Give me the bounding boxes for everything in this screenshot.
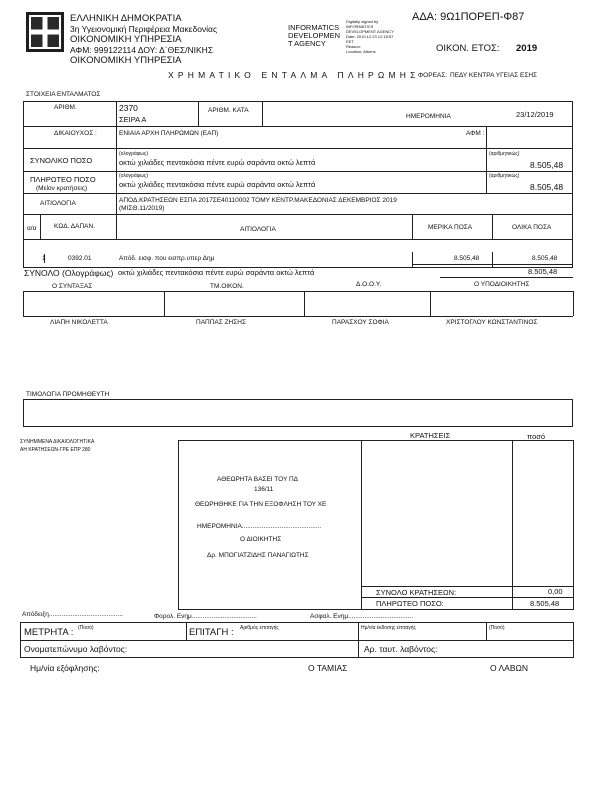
- greek-emblem-logo: [26, 12, 64, 52]
- hmnia-exoflhshs-label: Ημ/νία εξόφλησης:: [30, 663, 100, 673]
- synoliko-label: ΣΥΝΟΛΙΚΟ ΠΟΣΟ: [30, 156, 93, 165]
- org-line-1: ΕΛΛΗΝΙΚΗ ΔΗΜΟΚΡΑΤΙΑ: [70, 13, 182, 24]
- doc-title: ΧΡΗΜΑΤΙΚΟ ΕΝΤΑΛΜΑ ΠΛΗΡΩΜΗΣ: [168, 70, 420, 80]
- timologia-box: [23, 399, 573, 427]
- o-tamias-label: Ο ΤΑΜΙΑΣ: [308, 663, 348, 673]
- seira-value: ΣΕΙΡΑ Α: [119, 115, 147, 124]
- ar-taut-label: Αρ. ταυτ. λαβόντος:: [364, 644, 438, 654]
- arith-kata-label: ΑΡΙΘΜ. ΚΑΤΑ: [208, 107, 249, 114]
- sig-line-7: Location: Athens: [346, 49, 376, 54]
- ida-logo-line-1: INFORMATICS: [288, 23, 340, 32]
- foral-enhm-line: Φορολ. Ενημ....................................: [154, 613, 257, 620]
- synolo-krathsewn-label: ΣΥΝΟΛΟ ΚΡΑΤΗΣΕΩΝ:: [376, 588, 457, 597]
- krathseis-poso-label: ποσό: [527, 432, 546, 441]
- synolo-krathsewn-value: 0,00: [548, 587, 563, 596]
- arith-label: ΑΡΙΘΜ.: [54, 104, 77, 111]
- plhrwteo-arithmitika-label: (αριθμητικώς): [489, 173, 520, 179]
- plhrwteo-poso-value: 8.505,48: [530, 599, 560, 608]
- metrhta-poso-label: (Ποσό): [78, 625, 94, 631]
- stamp-line-3: ΘΕΩΡΗΘΗΚΕ ΓΙΑ ΤΗΝ ΕΞΟΦΛΗΣΗ ΤΟΥ ΧΕ: [195, 501, 327, 508]
- stamp-line-6: Δρ. ΜΠΟΓΙΑΤΖΙΔΗΣ ΠΑΝΑΓΙΩΤΗΣ: [207, 552, 309, 559]
- synhmmena-line-1: ΣΥΝΗΜΜΕΝΑ ΔΙΚΑΙΟΛΟΓΗΤΙΚΑ: [20, 439, 95, 445]
- org-line-2: 3η Υγειονομική Περιφέρεια Μακεδονίας: [70, 24, 218, 34]
- row-aitiologia: Απόδ. εισφ. που εισπρ.υπερ Δημ: [119, 255, 215, 262]
- stamp-line-4: ΗΜΕΡΟΜΗΝΙΑ............................................: [197, 523, 322, 530]
- stamp-line-2: 136/11: [254, 486, 274, 493]
- table-header-aitiologia: ΑΙΤΙΟΛΟΓΙΑ: [240, 226, 276, 233]
- dikaiouxos-value: ΕΝΙΑΙΑ ΑΡΧΗ ΠΛΗΡΩΜΩΝ (ΕΑΠ): [119, 130, 219, 137]
- cross-emblem-icon: [26, 12, 64, 52]
- name-syntaxas: ΛΙΑΠΗ ΝΙΚΟΛΕΤΤΑ: [50, 319, 108, 326]
- sig-line-4: Date: 2019.12.23 12:18:57: [346, 34, 394, 39]
- arith-epitaghs-label: Αριθμός επιταγής: [240, 625, 279, 631]
- row-aa: 1: [42, 255, 46, 262]
- role-ypodioikhths: Ο ΥΠΟΔΙΟΙΚΗΤΗΣ: [474, 281, 530, 288]
- synhmmena-line-2: ΑΗ ΚΡΑΤΗΣΕΩΝ-ΓΡΕ ΕΠΡ 280: [20, 447, 91, 453]
- sig-line-2: INFORMATICS: [346, 24, 374, 29]
- name-doou: ΠΑΡΑΣΧΟΥ ΣΟΦΙΑ: [332, 319, 389, 326]
- row-olika: 8.505,48: [532, 255, 558, 262]
- plhrwteo-words: οκτώ χιλιάδες πεντακόσια πέντε ευρώ σαράντα οκτώ λεπτά: [119, 180, 316, 189]
- foreas-label: ΦΟΡΕΑΣ:: [418, 72, 448, 79]
- hmeromhnia-value: 23/12/2019: [516, 110, 554, 119]
- org-line-4: ΑΦΜ: 999122114 ΔΟΥ: Δ΄ΘΕΣ/ΝΙΚΗΣ: [70, 45, 214, 55]
- aitiologia-line-2: (ΜΙΣΘ.11/2019): [119, 205, 165, 212]
- sig-line-1: Digitally signed by: [346, 19, 379, 24]
- role-tm-oikon: ΤΜ.ΟΙΚΟΝ.: [210, 283, 244, 290]
- row-kod: 0392.01: [68, 255, 92, 262]
- synolo-label: ΣΥΝΟΛΟ (Ολογράφως): [24, 268, 114, 278]
- afm-label: ΑΦΜ :: [466, 130, 485, 137]
- plhrwteo-sub-label: (Μείον κρατήσεις): [36, 185, 88, 192]
- name-ypodioikhths: ΧΡΙΣΤΟΓΛΟΥ ΚΩΝΣΤΑΝΤΙΝΟΣ: [446, 319, 538, 326]
- table-header-olika: ΟΛΙΚΑ ΠΟΣΑ: [512, 224, 552, 231]
- role-syntaxas: Ο ΣΥΝΤΑΞΑΣ: [52, 283, 93, 290]
- apodeixh-line: Απόδειξη.........................................: [22, 611, 123, 618]
- krathseis-label: ΚΡΑΤΗΣΕΙΣ: [410, 431, 451, 440]
- org-line-3: ΟΙΚΟΝΟΜΙΚΗ ΥΠΗΡΕΣΙΑ: [70, 34, 182, 45]
- o-labwn-label: Ο ΛΑΒΩΝ: [490, 663, 529, 673]
- section-title: ΣΤΟΙΧΕΙΑ ΕΝΤΑΛΜΑΤΟΣ: [26, 91, 101, 98]
- hmeromhnia-label: ΗΜΕΡΟΜΗΝΙΑ: [406, 113, 451, 120]
- plhrwteo-olografos-label: (ολογράφως): [119, 173, 149, 179]
- hmnia-ekdoshs-label: Ημ/νία έκδοσης επιταγής: [361, 625, 416, 631]
- table-header-merika: ΜΕΡΙΚΑ ΠΟΣΑ: [428, 224, 473, 231]
- metrhta-label: ΜΕΤΡΗΤΑ :: [24, 627, 74, 638]
- plhrwteo-label: ΠΛΗΡΩΤΕΟ ΠΟΣΟ: [30, 175, 96, 184]
- epitagh-poso-label: (Ποσό): [489, 625, 505, 631]
- sig-line-6: Reason:: [346, 44, 361, 49]
- ida-logo-line-3: T AGENCY: [288, 39, 326, 48]
- synolo-words: οκτώ χιλιάδες πεντακόσια πέντε ευρώ σαράντα οκτώ λεπτά: [118, 268, 315, 277]
- oikon-etos-value: 2019: [516, 43, 538, 54]
- plhrwteo-poso-label: ΠΛΗΡΩΤΕΟ ΠΟΣΟ:: [376, 599, 444, 608]
- plhrwteo-amount: 8.505,48: [530, 182, 564, 192]
- sig-line-3: DEVELOPMENT AGENCY: [346, 29, 394, 34]
- onomatep-label: Ονοματεπώνυμο λαβόντος:: [24, 644, 128, 654]
- synolo-amount: 8.505,48: [528, 267, 558, 276]
- synoliko-olografos-label: (ολογράφως): [119, 151, 149, 157]
- aitiologia-line-1: ΑΠΟΔ.ΚΡΑΤΗΣΕΩΝ ΕΣΠΑ 2017ΣΕ40110002 ΤΟΜΥ ΚΕΝΤΡ.ΜΑΚΕΔΟΝΙΑΣ ΔΕΚΕΜΒΡΙΟΣ 2019: [119, 197, 397, 204]
- ada-number: ΑΔΑ: 9Ω1ΠΟΡΕΠ-Φ87: [412, 11, 525, 23]
- synoliko-amount: 8.505,48: [530, 160, 564, 170]
- timologia-title: ΤΙΜΟΛΟΓΙΑ ΠΡΟΜΗΘΕΥΤΗ: [26, 391, 110, 398]
- stamp-line-5: Ο ΔΙΟΙΚΗΤΗΣ: [240, 536, 282, 543]
- dikaiouxos-label: ΔΙΚΑΙΟΥΧΟΣ :: [54, 130, 97, 137]
- stamp-line-1: ΑΘΕΩΡΗΤΑ ΒΑΣΕΙ ΤΟΥ ΠΔ: [217, 476, 299, 483]
- row-merika: 8.505,48: [454, 255, 480, 262]
- aitiologia-label: ΑΙΤΙΟΛΟΓΙΑ: [40, 200, 76, 207]
- name-tm-oikon: ΠΑΠΠΑΣ ΖΗΣΗΣ: [196, 319, 246, 326]
- role-doou: Δ.Ο.Ο.Υ.: [356, 281, 382, 288]
- arith-value: 2370: [119, 103, 138, 113]
- table-header-kod: ΚΩΔ. ΔΑΠΑΝ.: [54, 223, 95, 230]
- oikon-etos-label: ΟΙΚΟΝ. ΕΤΟΣ:: [436, 43, 500, 54]
- synoliko-arithmitika-label: (αριθμητικώς): [489, 151, 520, 157]
- synoliko-words: οκτώ χιλιάδες πεντακόσια πέντε ευρώ σαράντα οκτώ λεπτά: [119, 158, 316, 167]
- org-line-5: ΟΙΚΟΝΟΜΙΚΗ ΥΠΗΡΕΣΙΑ: [70, 55, 182, 66]
- table-header-aa: α/α: [27, 225, 37, 232]
- digital-signature-block: [346, 20, 406, 56]
- asfal-enhm-line: Ασφαλ. Ενημ....................................: [310, 613, 414, 620]
- ida-logo-line-2: DEVELOPMEN: [288, 31, 341, 40]
- sig-line-5: EET: [346, 39, 354, 44]
- epitagh-label: ΕΠΙΤΑΓΗ :: [189, 627, 234, 638]
- foreas-value: ΠΕΔΥ ΚΕΝΤΡΑ ΥΓΕΙΑΣ ΕΣΗΣ: [450, 72, 538, 79]
